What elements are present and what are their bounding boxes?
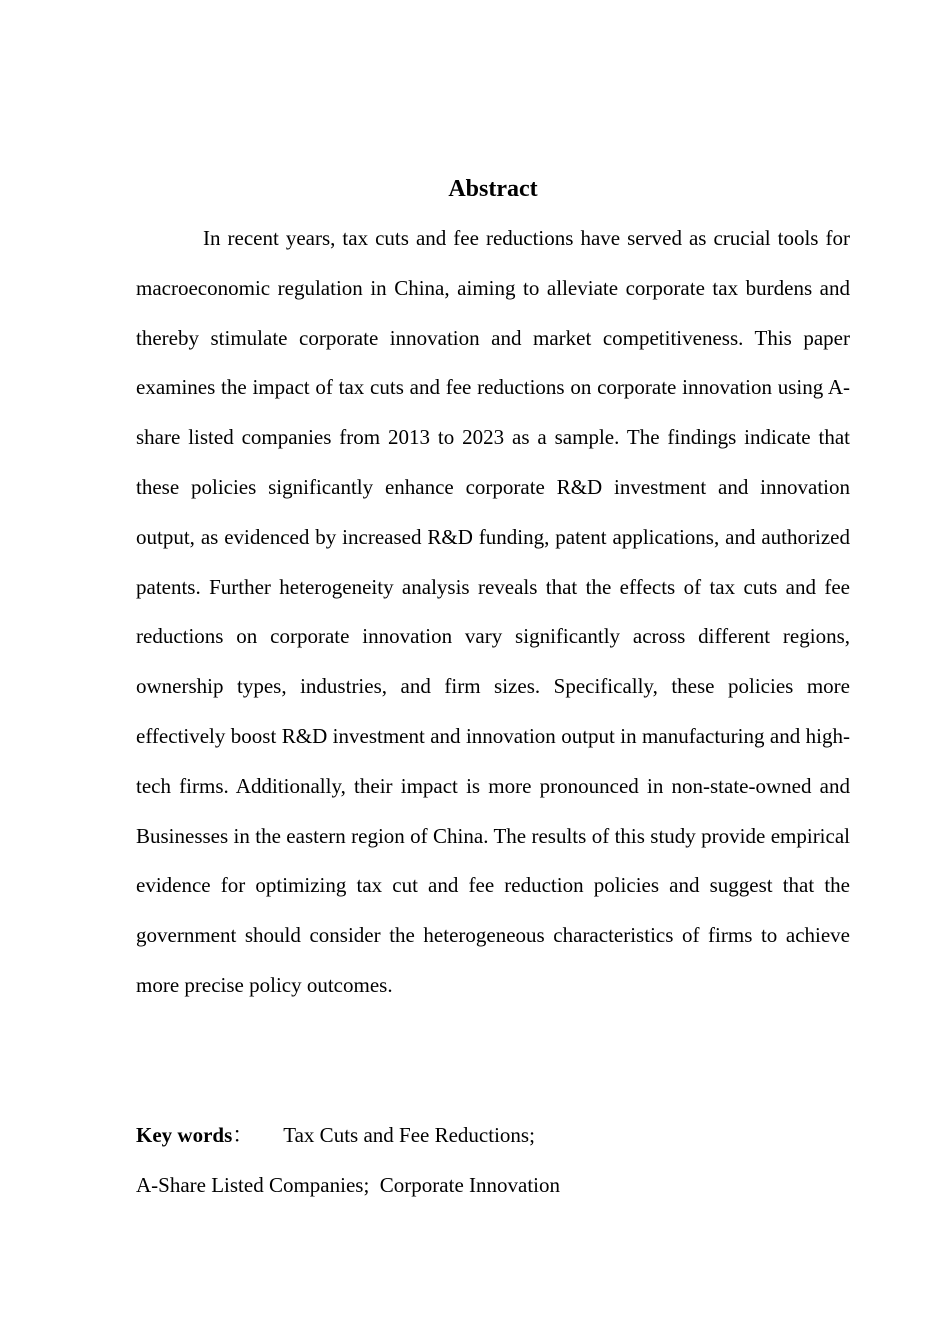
keywords-line-2 <box>136 1161 850 1211</box>
keywords-colon: ： <box>232 1123 254 1147</box>
abstract-title: Abstract <box>448 176 538 202</box>
keyword-item: Corporate Innovation <box>379 1172 560 1197</box>
keywords-label: Key words <box>136 1123 233 1147</box>
keyword-item: A-Share Listed Companies; <box>136 1172 370 1197</box>
keywords-section <box>136 1111 850 1210</box>
abstract-paragraph: In recent years, tax cuts and fee reductions have served as crucial tools for macroeconomic regulation in China, aiming to alleviate corporate tax burdens and thereby stimulate corporate innovation and market competitiveness. This paper examines the impact of tax cuts and fee reductions on corporate innovation using A-share listed companies from 2013 to 2023 as a sample. The findings indicate that these policies significantly enhance corporate R&D investment and innovation output, as evidenced by increased R&D funding, patent applications, and authorized patents. Further heterogeneity analysis reveals that the effects of tax cuts and fee reductions on corporate innovation vary significantly across different regions, ownership types, industries, and firm sizes. Specifically, these policies more effectively boost R&D investment and innovation output in manufacturing and high-tech firms. Additionally, their impact is more pronounced in non-state-owned and Businesses in the eastern region of China. The results of this study provide empirical evidence for optimizing tax cut and fee reduction policies and suggest that the government should consider the heterogeneous characteristics of firms to achieve more precise policy outcomes. <box>136 226 850 997</box>
keyword-item: Tax Cuts and Fee Reductions; <box>283 1123 535 1147</box>
keywords-line-1 <box>136 1111 850 1161</box>
